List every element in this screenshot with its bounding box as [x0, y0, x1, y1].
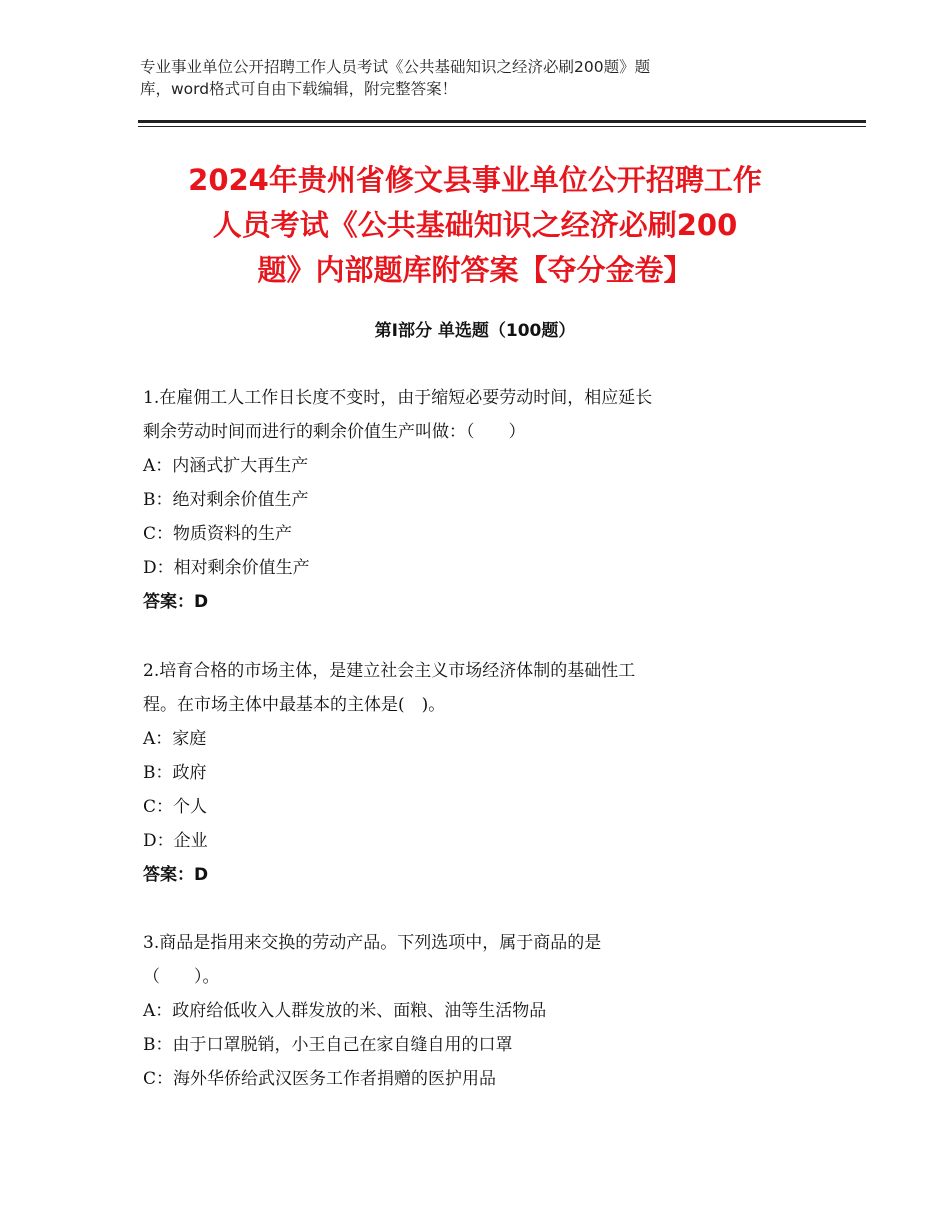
answer-line: 答案：D: [143, 592, 209, 612]
option-a: A：家庭: [143, 729, 207, 749]
option-c: C：海外华侨给武汉医务工作者捐赠的医护用品: [143, 1069, 497, 1089]
question-stem: （ ）。: [143, 967, 220, 987]
question-2: [143, 654, 813, 892]
header-note: [140, 56, 780, 100]
header-note-line: 库，word格式可自由下载编辑，附完整答案！: [140, 80, 458, 98]
question-stem: 剩余劳动时间而进行的剩余价值生产叫做：（ ）: [143, 422, 526, 442]
option-c: C：物质资料的生产: [143, 524, 293, 544]
option-b: B：绝对剩余价值生产: [143, 490, 309, 510]
header-rule-thick: [138, 120, 866, 123]
option-b: B：政府: [143, 763, 207, 783]
option-a: A：政府给低收入人群发放的米、面粮、油等生活物品: [143, 1001, 547, 1021]
title-line: 题》内部题库附答案【夺分金卷】: [257, 253, 693, 287]
option-d: D：相对剩余价值生产: [143, 558, 310, 578]
option-d: D：企业: [143, 831, 208, 851]
question-stem: 2.培育合格的市场主体，是建立社会主义市场经济体制的基础性工: [143, 661, 636, 681]
header-rule-thin: [138, 126, 866, 127]
question-stem: 1.在雇佣工人工作日长度不变时，由于缩短必要劳动时间，相应延长: [143, 388, 653, 408]
document-title: [110, 158, 840, 293]
title-line: 人员考试《公共基础知识之经济必刷200: [212, 208, 738, 242]
header-note-line: 专业事业单位公开招聘工作人员考试《公共基础知识之经济必刷200题》题: [140, 58, 651, 76]
question-stem: 3.商品是指用来交换的劳动产品。下列选项中，属于商品的是: [143, 933, 602, 953]
question-3: [143, 926, 813, 1096]
title-line: 2024年贵州省修文县事业单位公开招聘工作: [188, 163, 762, 197]
option-c: C：个人: [143, 797, 208, 817]
answer-line: 答案：D: [143, 865, 209, 885]
option-b: B：由于口罩脱销，小王自己在家自缝自用的口罩: [143, 1035, 513, 1055]
option-a: A：内涵式扩大再生产: [143, 456, 309, 476]
question-stem: 程。在市场主体中最基本的主体是( )。: [143, 695, 446, 715]
question-1: [143, 381, 813, 619]
section-heading: 第Ⅰ部分 单选题（100题）: [374, 321, 576, 341]
